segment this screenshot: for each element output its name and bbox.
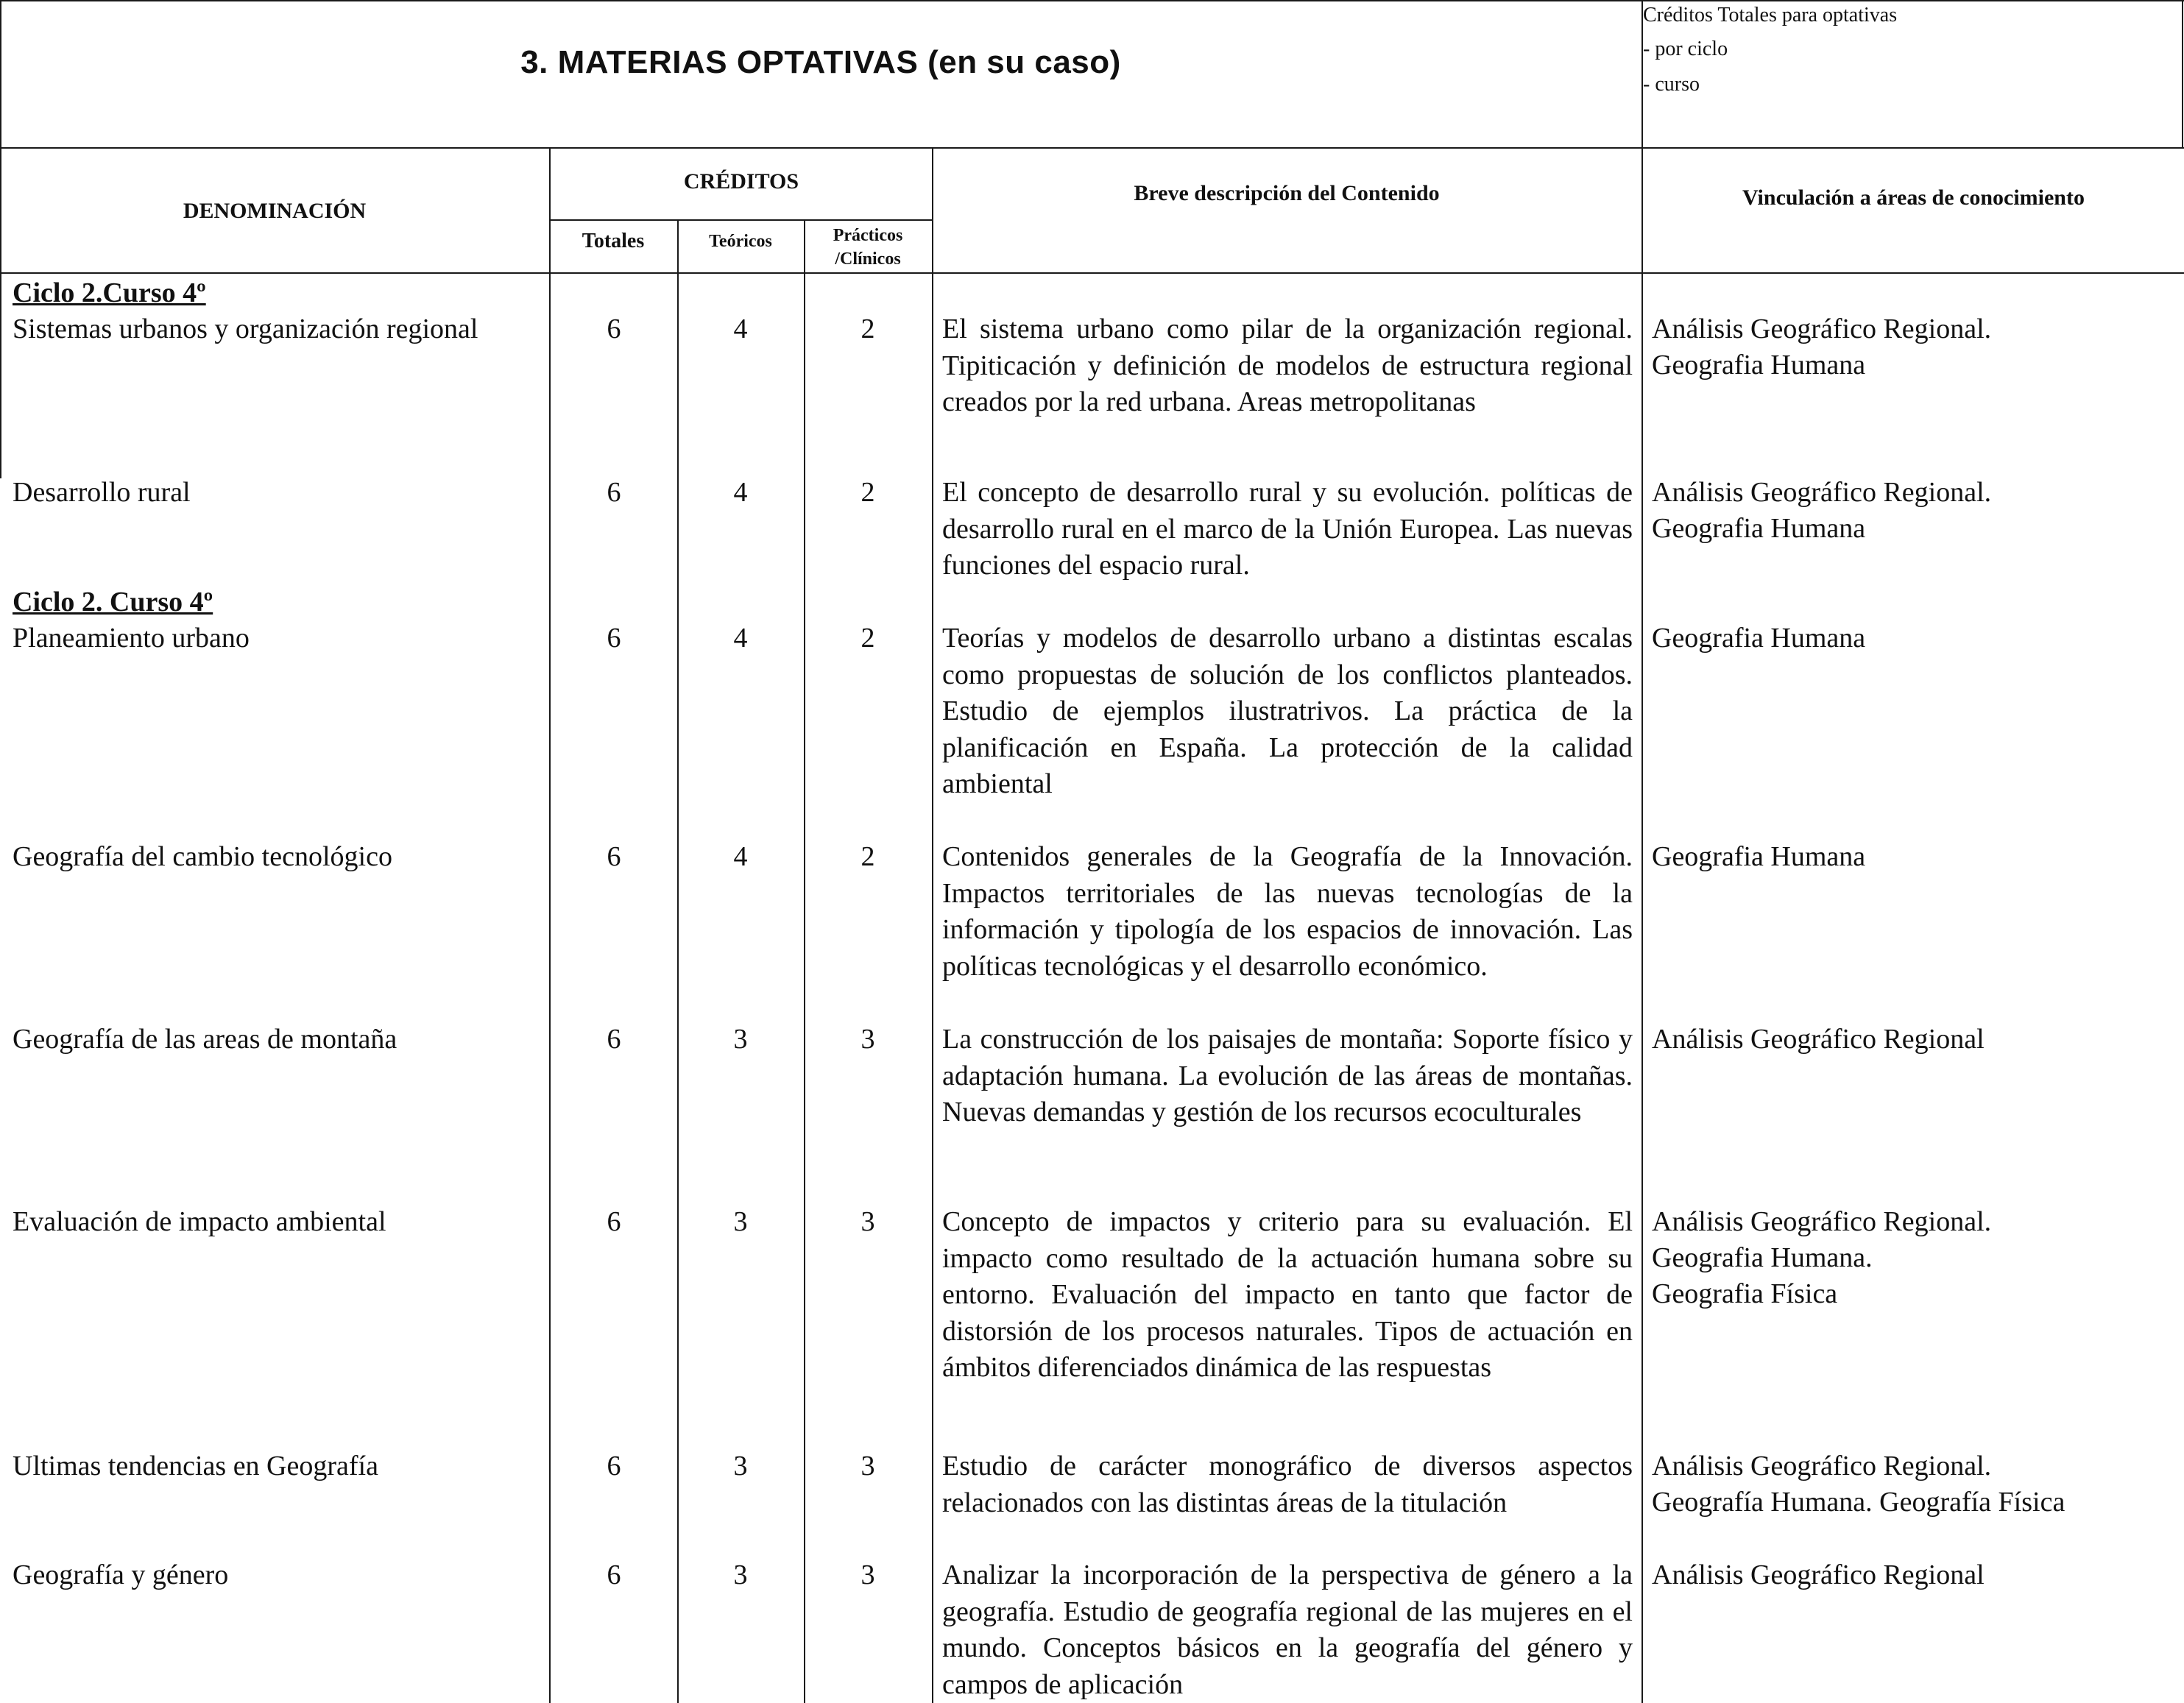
corner-note-line3: - curso [1643,73,1700,96]
subject-name: Planeamiento urbano [13,623,250,654]
credits-theory: 4 [733,477,748,508]
header-vinculacion: Vinculación a áreas de conocimiento [1742,185,2085,210]
content-description: Teorías y modelos de desarrollo urbano a distintas escalas como propuestas de solución de los conflictos planteados. Estudio de ejemplos ilustratrivos. La práctica de la planificación en España. La protección de la calidad ambiental [942,623,1633,799]
credits-total: 6 [607,623,621,654]
content-description: La construcción de los paisajes de montaña: Soporte físico y adaptación humana. La evolución de las áreas de montañas. Nuevas demandas y gestión de los recursos ecoculturales [942,1024,1633,1127]
credits-total: 6 [607,477,621,508]
credits-theory: 3 [733,1559,748,1590]
credits-total: 6 [607,1559,621,1590]
header-teoricos: Teóricos [709,232,772,251]
credits-practice: 3 [860,1451,875,1481]
corner-note-line2: - por ciclo [1643,38,1728,60]
col-divider-totales [677,219,679,1703]
area-line: Análisis Geográfico Regional. [1652,477,1992,508]
credits-practice: 2 [860,623,875,654]
right-border [2182,0,2183,147]
header-practicos: Prácticos [833,226,903,245]
credits-theory: 3 [733,1024,748,1055]
subject-name: Geografía del cambio tecnológico [13,841,392,872]
area-line: Geografía Humana. Geografía Física [1652,1487,2065,1518]
header-clinicos: /Clínicos [835,249,901,269]
subject-name: Desarrollo rural [13,477,191,508]
credits-practice: 2 [860,841,875,872]
credits-theory: 4 [733,314,748,344]
area-line: Geografia Humana. [1652,1242,1873,1273]
credits-total: 6 [607,841,621,872]
corner-divider [1641,0,1643,1703]
header-creditos: CRÉDITOS [683,169,799,194]
credits-practice: 3 [860,1024,875,1055]
area-line: Análisis Geográfico Regional. [1652,1206,1992,1237]
top-border [0,0,2184,1]
subject-name: Evaluación de impacto ambiental [13,1206,386,1237]
credits-theory: 3 [733,1206,748,1237]
header-descripcion: Breve descripción del Contenido [1134,181,1440,205]
cycle-label: Ciclo 2.Curso 4º [13,277,206,308]
content-description: Estudio de carácter monográfico de diversos aspectos relacionados con las distintas áreas de la titulación [942,1451,1633,1518]
header-totales: Totales [582,230,645,252]
col-divider-teoricos [804,219,805,1703]
col-divider-credits [932,147,933,1703]
credits-practice: 2 [860,314,875,344]
cycle-label: Ciclo 2. Curso 4º [13,587,213,617]
credits-total: 6 [607,1024,621,1055]
area-line: Análisis Geográfico Regional. [1652,314,1992,344]
subject-name: Ultimas tendencias en Geografía [13,1451,378,1481]
credits-theory: 4 [733,841,748,872]
title-divider [0,147,2184,149]
credits-practice: 3 [860,1559,875,1590]
header-bottom-border [0,272,2184,274]
content-description: Contenidos generales de la Geografía de la Innovación. Impactos territoriales de las nuevas tecnologías de la información y tipología de los espacios de innovación. Las políticas tecnológicas y el desarrollo económico. [942,841,1633,982]
corner-note-line1: Créditos Totales para optativas [1643,4,1898,26]
subject-name: Sistemas urbanos y organización regional [13,314,478,344]
area-line: Geografia Humana [1652,841,1866,872]
document-title: 3. MATERIAS OPTATIVAS (en su caso) [520,44,1121,80]
credits-total: 6 [607,1206,621,1237]
content-description: Concepto de impactos y criterio para su evaluación. El impacto como resultado de la actuación humana sobre su entorno. Evaluación del impacto en tanto que factor de distorsión de los procesos naturales. Tipos de actuación en ámbitos diferenciados dinámica de las respuestas [942,1206,1633,1383]
creditos-divider [549,219,933,221]
area-line: Geografia Humana [1652,623,1866,654]
credits-theory: 3 [733,1451,748,1481]
credits-total: 6 [607,314,621,344]
credits-theory: 4 [733,623,748,654]
area-line: Análisis Geográfico Regional [1652,1559,1985,1590]
area-line: Geografia Física [1652,1278,1838,1309]
content-description: El concepto de desarrollo rural y su evolución. políticas de desarrollo rural en el marco de la Unión Europea. Las nuevas funciones del espacio rural. [942,477,1633,581]
credits-practice: 3 [860,1206,875,1237]
area-line: Análisis Geográfico Regional. [1652,1451,1992,1481]
area-line: Geografia Humana [1652,513,1866,544]
content-description: Analizar la incorporación de la perspectiva de género a la geografía. Estudio de geografía regional de las mujeres en el mundo. Conceptos básicos en la geografía del género y campos de aplicación [942,1559,1633,1700]
area-line: Geografia Humana [1652,350,1866,380]
content-description: El sistema urbano como pilar de la organización regional. Tipiticación y definición de modelos de estructura regional creados por la red urbana. Areas metropolitanas [942,314,1633,417]
subject-name: Geografía de las areas de montaña [13,1024,397,1055]
col-divider-name [549,147,551,1703]
credits-total: 6 [607,1451,621,1481]
header-denominacion: DENOMINACIÓN [183,199,367,223]
area-line: Análisis Geográfico Regional [1652,1024,1985,1055]
subject-name: Geografía y género [13,1559,229,1590]
credits-practice: 2 [860,477,875,508]
